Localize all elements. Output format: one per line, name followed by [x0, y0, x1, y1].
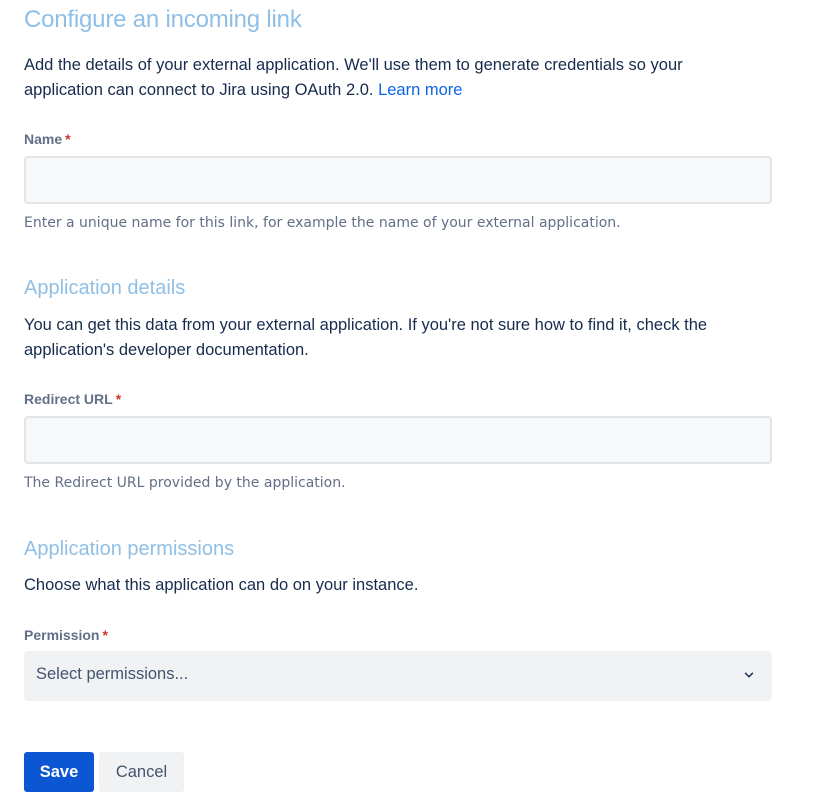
permission-label: [24, 627, 108, 643]
redirect-url-helper-text: The Redirect URL provided by the application.: [24, 475, 346, 491]
intro-description: Add the details of your external application. We'll use them to generate credentials so your application can connect to Jira using OAuth 2.0.: [24, 56, 683, 99]
name-input[interactable]: [24, 156, 772, 204]
application-details-heading: Application details: [24, 277, 186, 299]
permission-label-text: Permission: [24, 627, 100, 643]
application-details-description: You can get this data from your external application. If you're not sure how to find it, check the application's developer documentation.: [24, 316, 708, 359]
chevron-down-icon: [742, 668, 756, 682]
application-permissions-heading: Application permissions: [24, 538, 235, 560]
name-label: [24, 131, 71, 147]
page-title: Configure an incoming link: [24, 6, 302, 33]
permission-select-placeholder: Select permissions...: [36, 665, 189, 683]
name-label-text: Name: [24, 131, 63, 147]
permission-select[interactable]: [24, 651, 772, 701]
required-marker: *: [65, 131, 71, 147]
cancel-button[interactable]: Cancel: [99, 752, 184, 792]
application-permissions-description: Choose what this application can do on your instance.: [24, 576, 419, 594]
learn-more-link[interactable]: Learn more: [378, 81, 463, 99]
save-button[interactable]: Save: [24, 752, 94, 792]
redirect-url-input[interactable]: [24, 416, 772, 464]
required-marker: *: [115, 391, 122, 407]
redirect-url-label-text: Redirect URL: [24, 391, 113, 407]
required-marker: *: [102, 627, 108, 643]
redirect-url-label: [24, 391, 121, 407]
intro-text: [24, 53, 764, 103]
name-helper-text: Enter a unique name for this link, for example the name of your external application.: [24, 215, 621, 231]
